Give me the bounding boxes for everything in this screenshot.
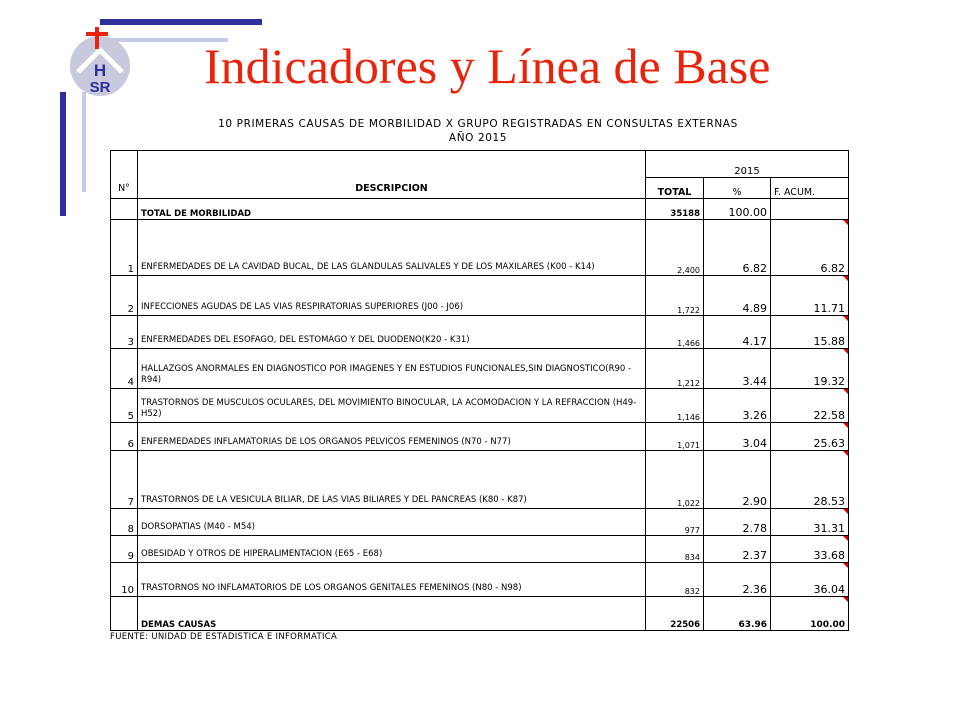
row-description: OBESIDAD Y OTROS DE HIPERALIMENTACION (E65 - E68) <box>138 536 646 563</box>
comment-marker-icon <box>843 389 848 394</box>
demas-row <box>111 597 849 631</box>
comment-marker-icon <box>843 563 848 568</box>
table-row <box>111 220 849 276</box>
total-row <box>111 199 849 220</box>
demas-label: DEMAS CAUSAS <box>138 597 646 631</box>
row-total: 1,022 <box>646 451 704 509</box>
row-facum: 36.04 <box>771 563 849 597</box>
comment-marker-icon <box>843 509 848 514</box>
row-facum: 6.82 <box>771 220 849 276</box>
row-total: 834 <box>646 536 704 563</box>
comment-marker-icon <box>843 536 848 541</box>
row-description: HALLAZGOS ANORMALES EN DIAGNOSTICO POR IMAGENES Y EN ESTUDIOS FUNCIONALES,SIN DIAGNOSTICO(R90 - R94) <box>138 349 646 389</box>
row-total: 977 <box>646 509 704 536</box>
row-facum: 31.31 <box>771 509 849 536</box>
col-header-descripcion: DESCRIPCION <box>138 151 646 199</box>
table-row <box>111 423 849 451</box>
row-description: TRASTORNOS DE MUSCULOS OCULARES, DEL MOVIMIENTO BINOCULAR, LA ACOMODACION Y LA REFRACCION (H49-H52) <box>138 389 646 423</box>
row-description: DORSOPATIAS (M40 - M54) <box>138 509 646 536</box>
comment-marker-icon <box>843 276 848 281</box>
svg-text:SR: SR <box>89 79 111 96</box>
comment-marker-icon <box>843 349 848 354</box>
slide-title: Indicadores y Línea de Base <box>204 38 771 94</box>
row-number: 5 <box>111 389 138 423</box>
table-row <box>111 276 849 316</box>
row-number: 10 <box>111 563 138 597</box>
comment-marker-icon <box>843 423 848 428</box>
row-description: ENFERMEDADES DE LA CAVIDAD BUCAL, DE LAS GLANDULAS SALIVALES Y DE LOS MAXILARES (K00 - K14) <box>138 220 646 276</box>
row-pct: 4.17 <box>704 316 771 349</box>
table-row <box>111 509 849 536</box>
table-row <box>111 536 849 563</box>
table-row <box>111 451 849 509</box>
row-total: 832 <box>646 563 704 597</box>
row-facum: 25.63 <box>771 423 849 451</box>
row-description: INFECCIONES AGUDAS DE LAS VIAS RESPIRATORIAS SUPERIORES (J00 - J06) <box>138 276 646 316</box>
row-description: ENFERMEDADES INFLAMATORIAS DE LOS ORGANOS PELVICOS FEMENINOS (N70 - N77) <box>138 423 646 451</box>
row-facum: 11.71 <box>771 276 849 316</box>
row-pct: 3.26 <box>704 389 771 423</box>
row-number: 1 <box>111 220 138 276</box>
row-total: 1,212 <box>646 349 704 389</box>
row-facum: 22.58 <box>771 389 849 423</box>
col-header-facum: F. ACUM. <box>771 178 849 199</box>
svg-text:H: H <box>93 61 107 80</box>
row-pct: 4.89 <box>704 276 771 316</box>
row-number: 6 <box>111 423 138 451</box>
year-header-row <box>111 151 849 178</box>
row-total: 1,146 <box>646 389 704 423</box>
row-number: 2 <box>111 276 138 316</box>
table-row <box>111 563 849 597</box>
comment-marker-icon <box>843 597 848 602</box>
row-description: TRASTORNOS DE LA VESICULA BILIAR, DE LAS VIAS BILIARES Y DEL PANCREAS (K80 - K87) <box>138 451 646 509</box>
row-number: 4 <box>111 349 138 389</box>
demas-facum: 100.00 <box>771 597 849 631</box>
row-number: 7 <box>111 451 138 509</box>
total-label: TOTAL DE MORBILIDAD <box>138 199 646 220</box>
table-row <box>111 389 849 423</box>
row-pct: 2.78 <box>704 509 771 536</box>
row-facum: 15.88 <box>771 316 849 349</box>
row-number: 8 <box>111 509 138 536</box>
total-pct: 100.00 <box>704 199 771 220</box>
source-note: FUENTE: UNIDAD DE ESTADISTICA E INFORMATICA <box>110 632 338 642</box>
demas-pct: 63.96 <box>704 597 771 631</box>
row-number: 9 <box>111 536 138 563</box>
col-header-n: N° <box>111 151 138 199</box>
comment-marker-icon <box>843 220 848 225</box>
row-pct: 2.37 <box>704 536 771 563</box>
row-facum: 33.68 <box>771 536 849 563</box>
col-header-total: TOTAL <box>646 178 704 199</box>
table-row <box>111 349 849 389</box>
table-caption-line1: 10 PRIMERAS CAUSAS DE MORBILIDAD X GRUPO REGISTRADAS EN CONSULTAS EXTERNAS <box>218 118 738 130</box>
morbidity-table <box>110 150 849 631</box>
comment-marker-icon <box>843 451 848 456</box>
table-row <box>111 316 849 349</box>
demas-total: 22506 <box>646 597 704 631</box>
comment-marker-icon <box>843 316 848 321</box>
table-caption-line2: AÑO 2015 <box>448 132 508 144</box>
row-total: 1,071 <box>646 423 704 451</box>
row-description: ENFERMEDADES DEL ESOFAGO, DEL ESTOMAGO Y DEL DUODENO(K20 - K31) <box>138 316 646 349</box>
row-total: 1,466 <box>646 316 704 349</box>
row-pct: 2.36 <box>704 563 771 597</box>
total-value: 35188 <box>646 199 704 220</box>
col-header-pct: % <box>704 178 771 199</box>
row-number: 3 <box>111 316 138 349</box>
row-total: 1,722 <box>646 276 704 316</box>
frame-line-left <box>60 92 66 216</box>
row-pct: 2.90 <box>704 451 771 509</box>
year-header: 2015 <box>646 151 849 178</box>
row-pct: 6.82 <box>704 220 771 276</box>
row-pct: 3.04 <box>704 423 771 451</box>
row-facum: 19.32 <box>771 349 849 389</box>
row-pct: 3.44 <box>704 349 771 389</box>
row-description: TRASTORNOS NO INFLAMATORIOS DE LOS ORGANOS GENITALES FEMENINOS (N80 - N98) <box>138 563 646 597</box>
row-facum: 28.53 <box>771 451 849 509</box>
row-total: 2,400 <box>646 220 704 276</box>
hospital-logo-icon <box>62 20 142 100</box>
